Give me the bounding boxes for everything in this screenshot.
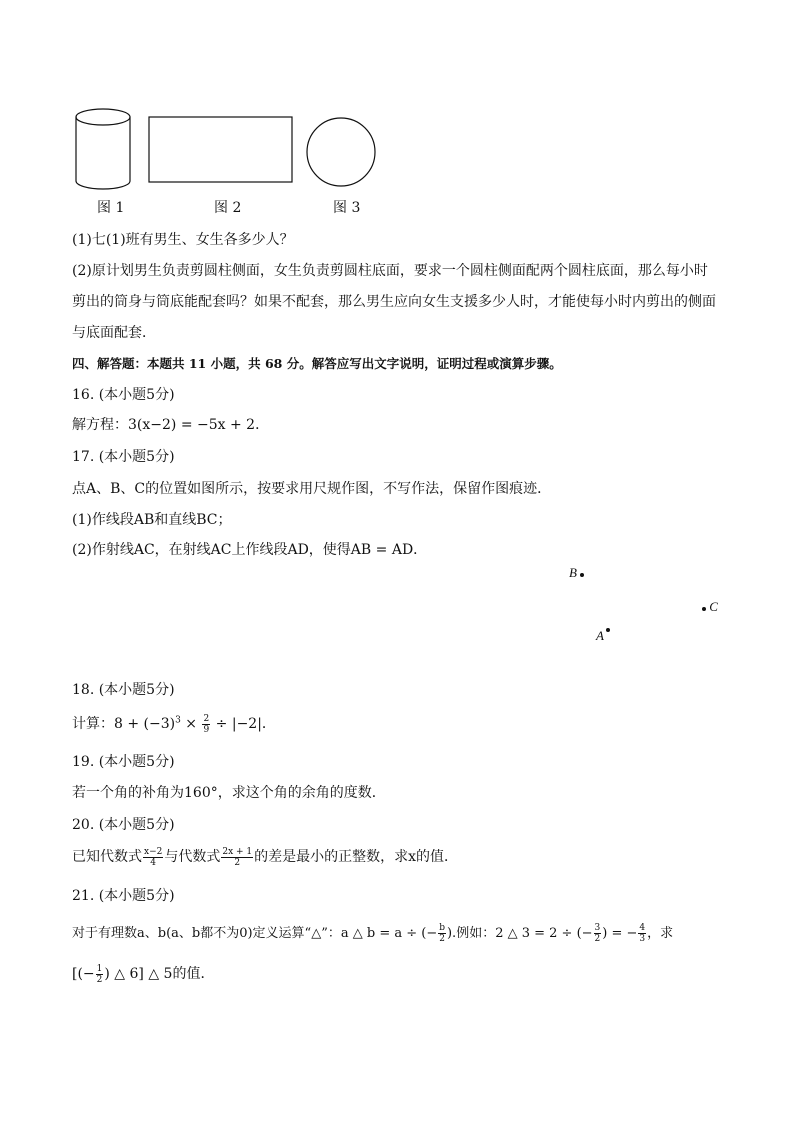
q16-number: 16. (本小题5分) (72, 387, 175, 403)
q21-text1: 对于有理数a、b(a、b都不为0)定义运算“△”：a △ b = a ÷ (− (72, 926, 438, 941)
q21-f4-num: 1 (96, 963, 103, 974)
point-a-dot (606, 628, 610, 632)
q20-text1: 已知代数式 (72, 849, 142, 865)
q21-fraction4 (96, 964, 104, 985)
q17-part2: (2)作射线AC，在射线AC上作线段AD，使得AB = AD． (72, 542, 428, 558)
q21-line2-b: ) △ 6] △ 5的值． (104, 966, 215, 982)
q20-f2-num: 2x + 1 (222, 846, 253, 857)
q21-line1 (72, 922, 673, 944)
q21-line2-a: [(− (72, 966, 95, 982)
q19-text: 若一个角的补角为160°，求这个角的余角的度数． (72, 785, 386, 801)
cylinder-figure (72, 105, 136, 195)
circle-figure (303, 114, 379, 190)
figure-1-caption: 图 1 (97, 200, 125, 216)
q18-exponent: 3 (175, 715, 181, 726)
q16-prompt: 解方程： (72, 417, 128, 433)
q21-fraction2 (594, 923, 602, 944)
q18-prompt: 计算： (72, 716, 114, 732)
point-a (596, 628, 610, 644)
q20-f2-den: 2 (234, 857, 241, 868)
q18-body (72, 713, 276, 735)
q21-text3: ) = − (602, 926, 638, 941)
q21-fraction3 (638, 923, 646, 944)
q20-body (72, 846, 458, 868)
q15-part2-line2: 剪出的筒身与筒底能配套吗？如果不配套，那么男生应向女生支援多少人时，才能使每小时内剪出的侧面 (72, 294, 716, 310)
q17-number: 17. (本小题5分) (72, 449, 175, 465)
point-a-label: A (596, 628, 604, 643)
q20-fraction1 (143, 847, 163, 868)
section-heading: 四、解答题：本题共 11 小题，共 68 分。解答应写出文字说明，证明过程或演算步骤。 (72, 356, 562, 371)
point-c (702, 599, 718, 615)
q18-frac-den: 9 (203, 724, 210, 735)
q20-f1-den: 4 (150, 857, 157, 868)
q16-equation: 3(x−2) = −5x + 2． (128, 417, 270, 433)
point-b (569, 565, 584, 581)
q18-fraction (202, 714, 210, 735)
q21-text4: ，求 (647, 926, 674, 941)
q20-number: 20. (本小题5分) (72, 817, 175, 833)
point-c-dot (702, 607, 706, 611)
q21-f2-num: 3 (594, 923, 601, 933)
q20-f1-num: x−2 (144, 846, 163, 857)
q21-f4-den: 2 (96, 974, 103, 985)
figure-2-caption: 图 2 (214, 200, 242, 216)
q20-text3: 的差是最小的正整数，求x的值． (254, 849, 459, 865)
q16-body (72, 414, 269, 434)
point-b-dot (580, 573, 584, 577)
q21-fraction1 (438, 923, 446, 944)
q21-f1-num: b (439, 923, 445, 933)
point-c-label: C (709, 599, 718, 614)
q18-expr-right: ÷ |−2|． (215, 716, 276, 732)
q19-number: 19. (本小题5分) (72, 754, 175, 770)
q21-number: 21. (本小题5分) (72, 888, 175, 904)
figure-3-caption: 图 3 (333, 200, 361, 216)
q15-part2-line1: (2)原计划男生负责剪圆柱侧面，女生负责剪圆柱底面，要求一个圆柱侧面配两个圆柱底面，那么每小时 (72, 263, 708, 279)
q20-fraction2 (221, 847, 253, 868)
q21-line2 (72, 963, 214, 985)
q21-text2: ).例如：2 △ 3 = 2 ÷ (− (446, 926, 593, 941)
q18-expr-left: 8 + (−3) (114, 716, 176, 732)
q20-text2: 与代数式 (164, 849, 221, 865)
q17-part1: (1)作线段AB和直线BC； (72, 512, 232, 528)
q15-part1: (1)七(1)班有男生、女生各多少人？ (72, 232, 294, 248)
q15-part2-line3: 与底面配套． (72, 325, 156, 341)
q18-times: × (185, 716, 198, 732)
q21-f2-den: 2 (594, 934, 601, 944)
point-b-label: B (569, 565, 577, 580)
q21-f3-den: 3 (639, 934, 646, 944)
q18-frac-num: 2 (203, 713, 210, 724)
rectangle-figure (146, 114, 296, 186)
q17-line1: 点A、B、C的位置如图所示，按要求用尺规作图，不写作法，保留作图痕迹． (72, 481, 552, 497)
q21-f3-num: 4 (639, 923, 646, 933)
q18-number: 18. (本小题5分) (72, 682, 175, 698)
q21-f1-den: 2 (439, 934, 445, 944)
